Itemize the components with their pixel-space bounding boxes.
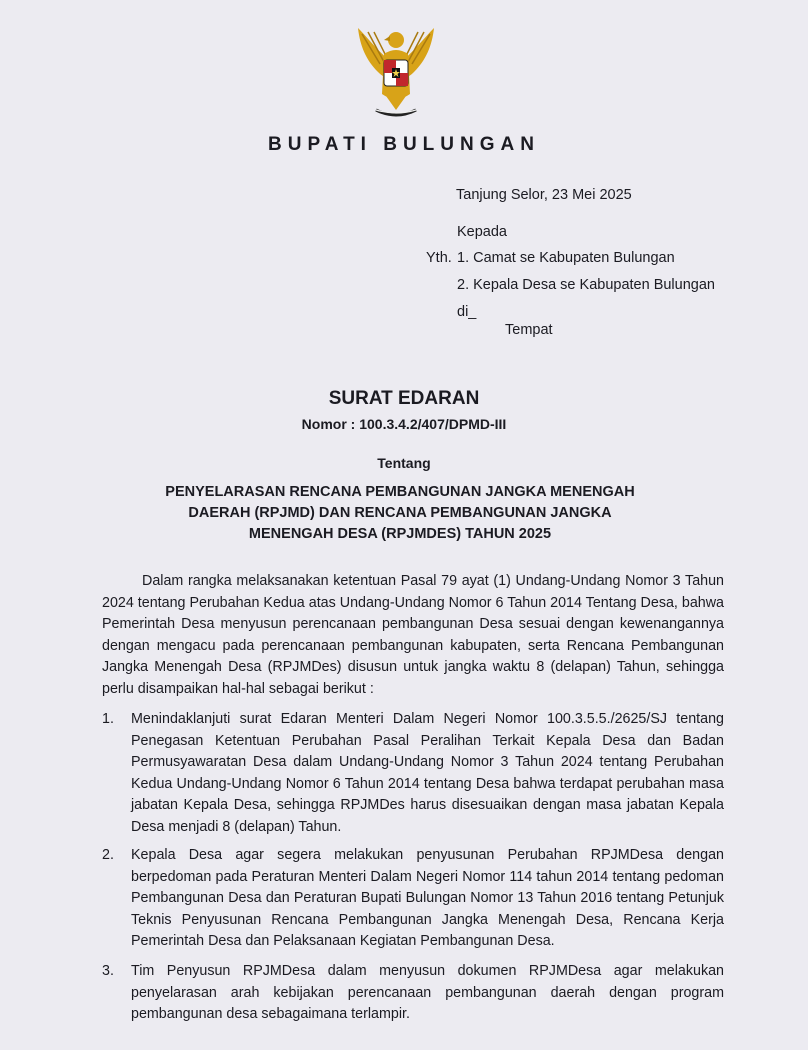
list-item-text: Menindaklanjuti surat Edaran Menteri Dalam Negeri Nomor 100.3.5.5./2625/SJ tentang Penegasan Ketentuan Perubahan Pasal Peralihan Terkait Kepala Desa dan Badan Permusyawaratan Desa dalam Undang-Undang Nomor 3 Tahun 2024 tentang Perubahan Kedua Undang-Undang Nomor 6 Tahun 2014 tentang Desa bahwa terdapat perubahan masa jabatan Kepala Desa, sehingga RPJMDes harus disesuaikan dengan masa jabatan Kepala Desa menjadi 8 (delapan) Tahun. xyxy=(131,711,724,835)
list-item-text: Tim Penyusun RPJMDesa dalam menyusun dokumen RPJMDesa agar melakukan penyelarasan arah kebijakan perencanaan pembangunan daerah dengan program pembangunan desa sebagaimana terlampir. xyxy=(131,963,724,1022)
letterhead-title: BUPATI BULUNGAN xyxy=(268,134,540,155)
recipient-1: 1. Camat se Kabupaten Bulungan xyxy=(457,250,675,266)
place-date: Tanjung Selor, 23 Mei 2025 xyxy=(456,187,632,203)
subject-block xyxy=(140,482,660,545)
subject-line-3: MENENGAH DESA (RPJMDES) TAHUN 2025 xyxy=(248,526,552,542)
document-title: SURAT EDARAN xyxy=(328,388,480,409)
yth-label: Yth. xyxy=(426,250,452,266)
subject-line-1: PENYELARASAN RENCANA PEMBANGUNAN JANGKA MENENGAH xyxy=(165,484,635,500)
tentang-label: Tentang xyxy=(377,455,431,471)
list-item-number: 3. xyxy=(102,963,114,979)
list-item-number: 1. xyxy=(102,711,114,727)
subject-line-2: DAERAH (RPJMD) DAN RENCANA PEMBANGUNAN JANGKA xyxy=(188,505,612,521)
tempat-label: Tempat xyxy=(505,322,553,338)
di-label: di_ xyxy=(457,304,477,320)
list-item-number: 2. xyxy=(102,847,114,863)
recipient-2: 2. Kepala Desa se Kabupaten Bulungan xyxy=(457,277,715,293)
list-item-text: Kepala Desa agar segera melakukan penyusunan Perubahan RPJMDesa dengan berpedoman pada Peraturan Menteri Dalam Negeri Nomor 114 tahun 2014 tentang pedoman Pembangunan Desa dan Peraturan Bupati Bulungan Nomor 13 Tahun 2016 tentang Petunjuk Teknis Penyusunan Rencana Pembangunan Jangka Menengah Desa, Rencana Kerja Pemerintah Desa dan Pelaksanaan Kegiatan Pembangunan Desa. xyxy=(131,847,724,949)
intro-paragraph: Dalam rangka melaksanakan ketentuan Pasal 79 ayat (1) Undang-Undang Nomor 3 Tahun 2024 tentang Perubahan Kedua atas Undang-Undang Nomor 6 Tahun 2014 Tentang Desa, bahwa Pemerintah Desa menyusun perencanaan pembangunan Desa sesuai dengan kewenangannya dengan mengacu pada perencanaan pembangunan kabupaten, serta Rencana Pembangunan Jangka Menengah Desa (RPJMDes) disusun untuk jangka waktu 8 (delapan) Tahun, sehingga perlu disampaikan hal-hal sebagai berikut : xyxy=(102,573,724,697)
kepada-label: Kepada xyxy=(457,224,507,240)
garuda-emblem-icon xyxy=(350,24,442,124)
document-number: Nomor : 100.3.4.2/407/DPMD-III xyxy=(301,416,507,432)
